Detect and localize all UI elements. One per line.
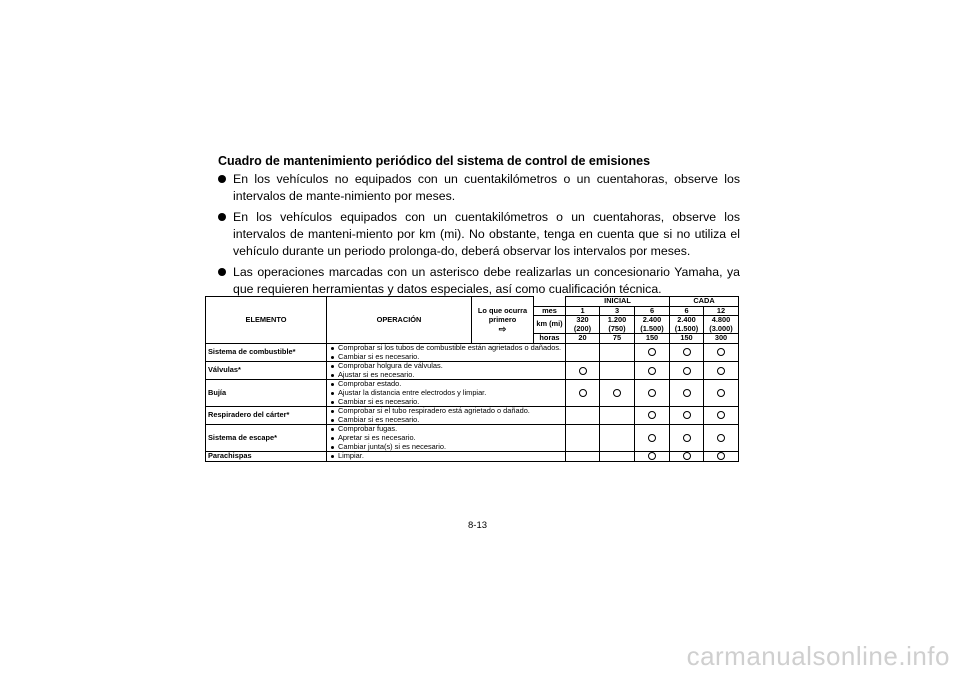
operation-cell [327,343,566,361]
circle-check-icon [648,452,656,460]
check-cell [600,452,635,462]
interval-km [600,316,635,334]
table-header [206,297,739,344]
circle-check-icon [613,389,621,397]
check-cell [566,425,600,452]
check-cell [670,452,704,462]
operation-cell [327,425,566,452]
table-row [206,380,739,407]
interval-horas: 300 [704,334,739,344]
circle-check-icon [648,434,656,442]
check-cell [704,452,739,462]
interval-mes: 6 [670,306,704,316]
check-cell [600,407,635,425]
table-row [206,452,739,462]
page-number: 8-13 [468,520,488,531]
operation-item: Comprobar fugas. [329,425,563,434]
operation-item: Limpiar. [329,452,563,461]
check-cell [600,425,635,452]
interval-horas: 20 [566,334,600,344]
operation-item: Comprobar si el tubo respiradero está agrietado o dañado. [329,407,563,416]
watermark: carmanualsonline.info [686,641,950,671]
check-cell [566,343,600,361]
circle-check-icon [683,434,691,442]
interval-km-value: 2.400 [677,315,696,325]
circle-check-icon [648,367,656,375]
operation-item: Cambiar si es necesario. [329,353,563,362]
unit-mes: mes [534,306,566,316]
element-name: Válvulas* [206,362,327,380]
check-cell [704,425,739,452]
bullet-text: En los vehículos equipados con un cuentakilómetros o un cuentahoras, observe los intervalos de manteni-miento por km (mi). No obstante, tenga en cuenta que si no utiliza el vehículo durante un periodo prolonga-do, deberá observar los intervalos por meses. [233,210,740,258]
interval-mes: 6 [635,306,670,316]
lo-que-ocurra-text: Lo que ocurra primero [477,305,528,324]
circle-check-icon [683,389,691,397]
element-name: Sistema de escape* [206,425,327,452]
check-cell [635,343,670,361]
operation-item: Cambiar si es necesario. [329,398,563,407]
check-cell [600,362,635,380]
bullet-item [218,209,740,260]
operation-list [329,407,563,424]
interval-km [670,316,704,334]
table-row [206,362,739,380]
circle-check-icon [683,452,691,460]
circle-check-icon [683,348,691,356]
bullet-dot-icon [218,175,226,183]
header-lo-que-ocurra [472,297,534,344]
header-inicial: INICIAL [566,297,670,307]
table-row [206,343,739,361]
operation-cell [327,452,566,462]
check-cell [670,362,704,380]
operation-list [329,452,563,461]
interval-mi-value: (1.500) [640,323,664,333]
bullet-list [218,171,740,302]
interval-km [635,316,670,334]
operation-list [329,344,563,361]
element-name: Respiradero del cárter* [206,407,327,425]
element-name: Sistema de combustible* [206,343,327,361]
element-name: Parachispas [206,452,327,462]
operation-item: Comprobar holgura de válvulas. [329,362,563,371]
circle-check-icon [648,389,656,397]
check-cell [635,380,670,407]
interval-km-value: 1.200 [607,315,627,325]
bullet-dot-icon [218,213,226,221]
circle-check-icon [717,348,725,356]
check-cell [670,425,704,452]
header-elemento: ELEMENTO [206,297,327,344]
operation-list [329,362,563,379]
circle-check-icon [683,411,691,419]
circle-check-icon [717,367,725,375]
interval-horas: 150 [670,334,704,344]
header-operacion: OPERACIÓN [327,297,472,344]
check-cell [635,452,670,462]
check-cell [670,343,704,361]
circle-check-icon [717,452,725,460]
check-cell [704,343,739,361]
interval-mes: 1 [566,306,600,316]
bullet-dot-icon [218,268,226,276]
check-cell [566,452,600,462]
interval-km [704,316,739,334]
operation-item: Comprobar si los tubos de combustible están agrietados o dañados. [329,344,563,353]
check-cell [600,380,635,407]
section-title: Cuadro de mantenimiento periódico del sistema de control de emisiones [218,154,651,168]
operation-item: Ajustar si es necesario. [329,371,563,380]
bullet-text: En los vehículos no equipados con un cuentakilómetros o un cuentahoras, observe los intervalos de mante-nimiento por meses. [233,172,740,203]
circle-check-icon [683,367,691,375]
circle-check-icon [579,389,587,397]
check-cell [704,380,739,407]
check-cell [670,380,704,407]
operation-list [329,380,563,406]
check-cell [704,362,739,380]
unit-km: km (mi) [534,316,566,334]
interval-mi-value: (1.500) [674,323,699,333]
check-cell [635,362,670,380]
interval-horas: 75 [600,334,635,344]
circle-check-icon [579,367,587,375]
interval-km-value: 4.800 [711,315,731,325]
arrow-right-icon: ⇨ [498,323,507,334]
circle-check-icon [717,389,725,397]
operation-item: Ajustar la distancia entre electrodos y limpiar. [329,389,563,398]
interval-horas: 150 [635,334,670,344]
table-body [206,343,739,461]
operation-item: Comprobar estado. [329,380,563,389]
interval-mi-value: (3.000) [709,323,733,333]
check-cell [566,362,600,380]
operation-cell [327,380,566,407]
operation-item: Cambiar si es necesario. [329,416,563,425]
operation-list [329,425,563,451]
interval-mi-value: (750) [608,323,626,333]
table-row [206,425,739,452]
check-cell [670,407,704,425]
bullet-item [218,264,740,298]
check-cell [635,425,670,452]
header-row-1 [206,297,739,307]
circle-check-icon [648,348,656,356]
interval-km-value: 320 [576,315,589,325]
element-name: Bujía [206,380,327,407]
interval-km [566,316,600,334]
bullet-item [218,171,740,205]
interval-mi-value: (200) [573,323,592,333]
circle-check-icon [717,434,725,442]
check-cell [600,343,635,361]
interval-mes: 3 [600,306,635,316]
interval-mes: 12 [704,306,739,316]
operation-item: Cambiar junta(s) si es necesario. [329,443,563,452]
interval-km-value: 2.400 [642,315,662,325]
check-cell [566,407,600,425]
unit-horas: horas [534,334,566,344]
check-cell [704,407,739,425]
operation-item: Apretar si es necesario. [329,434,563,443]
circle-check-icon [717,411,725,419]
check-cell [566,380,600,407]
maintenance-table [205,296,739,462]
header-blank [534,297,566,307]
bullet-text: Las operaciones marcadas con un asterisco debe realizarlas un concesionario Yamaha, ya que requieren herramientas y datos especiales, así como cualificación técnica. [233,265,740,296]
circle-check-icon [648,411,656,419]
operation-cell [327,362,566,380]
table-row [206,407,739,425]
operation-cell [327,407,566,425]
check-cell [635,407,670,425]
header-cada: CADA [670,297,739,307]
